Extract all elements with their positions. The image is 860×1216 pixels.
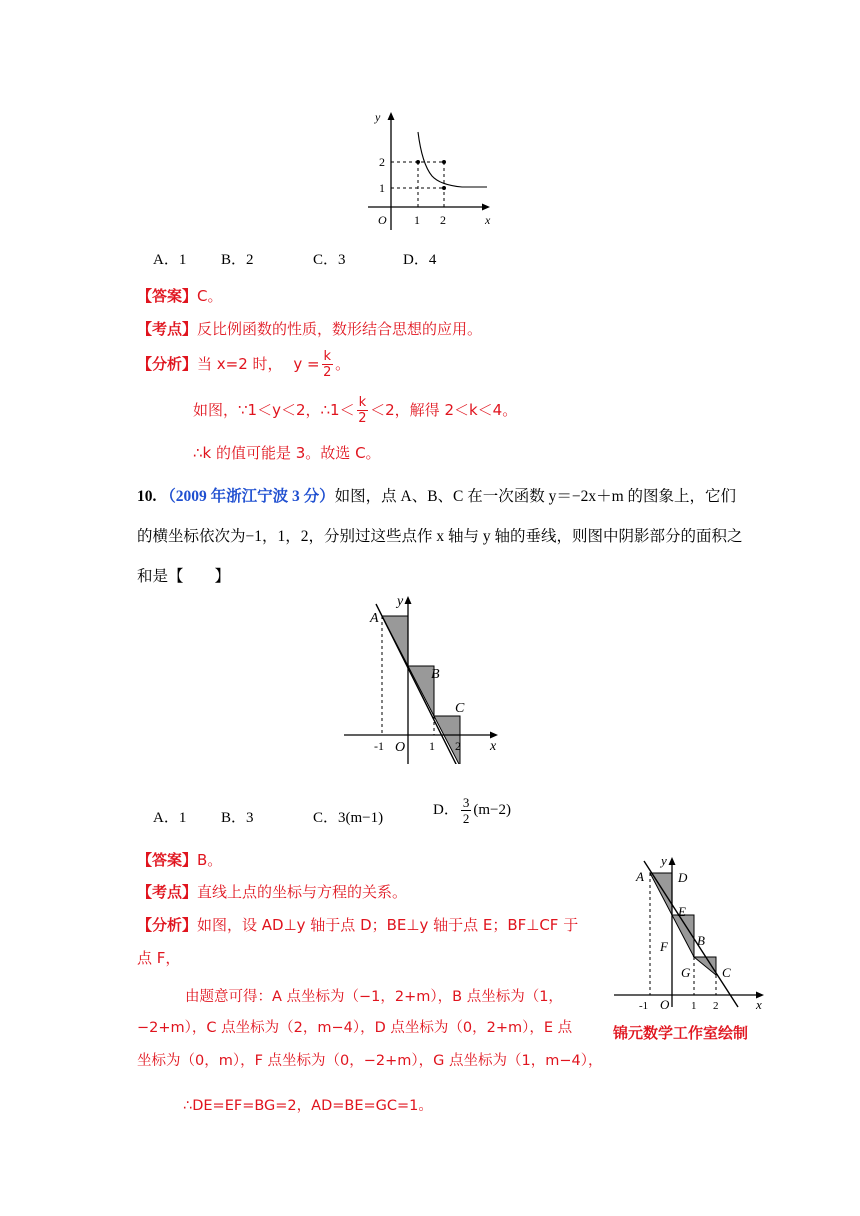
figure-inverse-function bbox=[360, 106, 495, 236]
q10-analysis-line6: ∴DE=EF=BG=2，AD=BE=GC=1。 bbox=[183, 1098, 433, 1114]
q9-answer bbox=[137, 285, 223, 306]
fig3-point-g-label: G bbox=[681, 965, 691, 980]
question-number: 10. bbox=[137, 488, 157, 505]
fig3-x-label: x bbox=[756, 997, 762, 1010]
fig3-origin-label: O bbox=[660, 997, 670, 1010]
q10-line3: 和是【 】 bbox=[137, 568, 231, 585]
analysis-tag: 【分析】 bbox=[137, 355, 198, 373]
q10-analysis-line1: 【分析】如图，设 AD⊥y 轴于点 D；BE⊥y 轴于点 E；BF⊥CF 于 bbox=[137, 916, 579, 934]
fig1-tick-y-2: 2 bbox=[379, 155, 385, 169]
fig3-point-d-label: D bbox=[678, 870, 688, 885]
question-source: （2009 年浙江宁波 3 分） bbox=[160, 488, 335, 505]
fig2-point-a-label: A bbox=[370, 611, 379, 626]
fig3-tick-2: 2 bbox=[713, 1000, 719, 1010]
q9-analysis-line3: ∴k 的值可能是 3。故选 C。 bbox=[193, 444, 381, 462]
q10-analysis-line4: −2+m），C 点坐标为（2，m−4），D 点坐标为（0，2+m），E 点 bbox=[137, 1020, 573, 1036]
q10-answer: 【答案】B。 bbox=[137, 851, 223, 869]
fig3-tick-1: 1 bbox=[691, 1000, 697, 1010]
point-text: 反比例函数的性质，数形结合思想的应用。 bbox=[197, 320, 483, 338]
q10-analysis-line5: 坐标为（0，m），F 点坐标为（0，−2+m），G 点坐标为（1，m−4）， bbox=[137, 1053, 603, 1069]
fig2-tick-minus1: -1 bbox=[374, 739, 384, 753]
fig2-x-label: x bbox=[490, 739, 497, 754]
fig1-tick-y-1: 1 bbox=[379, 181, 385, 195]
q9-analysis-line2: 如图，∵1＜y＜2，∴1＜ $\frac{k}{2}$ ＜2，解得 2＜k＜4。 bbox=[193, 395, 518, 426]
fig2-point-b-label: B bbox=[431, 667, 440, 682]
fig2-point-c-label: C bbox=[455, 701, 465, 716]
fig3-point-a-label: A bbox=[636, 869, 644, 884]
figure-caption: 锦元数学工作室绘制 bbox=[613, 1024, 749, 1042]
q10-option-a: A．1 bbox=[153, 810, 187, 826]
fig2-tick-2: 2 bbox=[455, 739, 461, 753]
q9-option-c: C．3 bbox=[313, 252, 346, 268]
fig3-point-e-label: E bbox=[678, 904, 686, 919]
q9-option-a: A．1 bbox=[153, 252, 187, 268]
fig1-y-label: y bbox=[375, 110, 381, 124]
fig3-point-c-label: C bbox=[722, 965, 731, 980]
fig1-origin-label: O bbox=[378, 213, 387, 227]
fraction-3-over-2: $\frac{3}{2}$ bbox=[462, 795, 470, 826]
fig2-tick-1: 1 bbox=[429, 739, 435, 753]
q10-line1: 10. （2009 年浙江宁波 3 分）如图，点 A、B、C 在一次函数 y＝−2x＋m 的图象上，它们 bbox=[137, 488, 737, 505]
q9-option-d: D．4 bbox=[403, 252, 437, 268]
q10-analysis-line3: 由题意可得：A 点坐标为（−1，2+m），B 点坐标为（1， bbox=[185, 989, 563, 1005]
fig2-y-label: y bbox=[397, 594, 404, 609]
fraction-k-over-2: $\frac{k}{2}$ bbox=[323, 349, 332, 380]
fig3-point-f-label: F bbox=[660, 939, 668, 954]
q9-option-b: B．2 bbox=[221, 252, 254, 268]
fig3-y-label: y bbox=[661, 855, 667, 868]
q10-option-d: D． $\frac{3}{2}$ (m−2) bbox=[433, 795, 511, 826]
q10-option-b: B．3 bbox=[221, 810, 254, 826]
fig1-x-label: x bbox=[485, 213, 491, 227]
point-tag: 【考点】 bbox=[137, 320, 198, 338]
fig2-origin-label: O bbox=[395, 740, 406, 755]
figure-linear-function bbox=[340, 592, 510, 764]
answer-text: C。 bbox=[197, 287, 223, 305]
q10-line2: 的横坐标依次为−1，1，2，分别过这些点作 x 轴与 y 轴的垂线，则图中阴影部分的面积之 bbox=[137, 528, 743, 545]
fig3-tick-minus1: -1 bbox=[639, 1000, 649, 1010]
q10-option-c: C．3(m−1) bbox=[313, 810, 384, 826]
q10-analysis-line2: 点 F， bbox=[137, 949, 181, 967]
q10-knowledge-point: 【考点】直线上点的坐标与方程的关系。 bbox=[137, 883, 408, 901]
fraction-k-over-2: $\frac{k}{2}$ bbox=[358, 395, 367, 426]
q9-analysis-line1: 【分析】当 x=2 时， y = $\frac{k}{2}$ 。 bbox=[137, 349, 351, 380]
fig1-tick-x-2: 2 bbox=[440, 213, 446, 227]
answer-tag: 【答案】 bbox=[137, 287, 198, 305]
figure-solution-diagram bbox=[610, 855, 775, 1010]
fig3-point-b-label: B bbox=[697, 933, 705, 948]
fig1-tick-x-1: 1 bbox=[414, 213, 420, 227]
q9-knowledge-point bbox=[137, 318, 482, 339]
